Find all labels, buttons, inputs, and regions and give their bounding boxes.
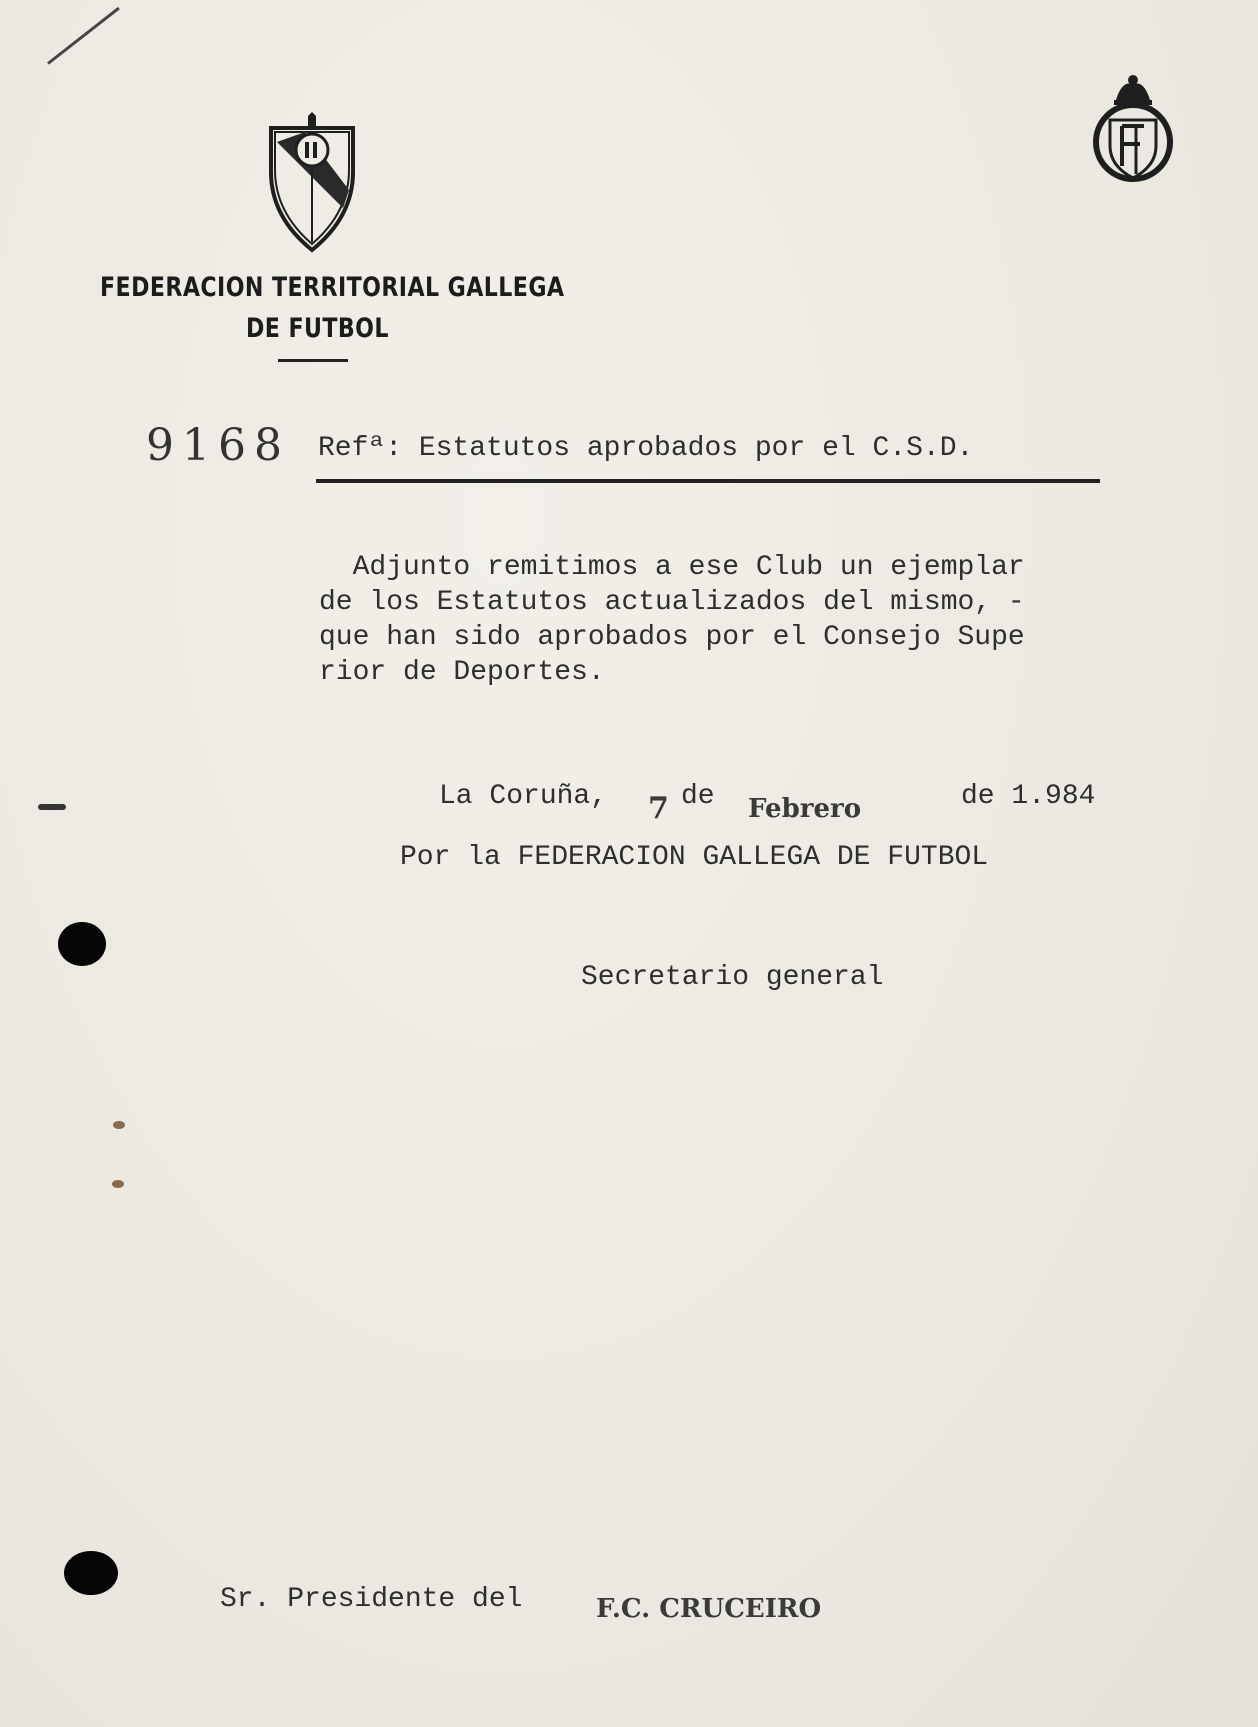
spot-mark-1 — [113, 1121, 125, 1129]
royal-football-federation-crest-icon — [1092, 74, 1174, 186]
letterhead-divider — [278, 359, 348, 362]
addressee-club: F.C. CRUCEIRO — [596, 1594, 822, 1624]
spot-mark-2 — [112, 1180, 124, 1188]
signature-by-line: Por la FEDERACION GALLEGA DE FUTBOL — [400, 842, 989, 873]
galician-federation-shield-icon — [265, 112, 359, 254]
dateline-year: de 1.984 — [961, 781, 1096, 812]
dateline-day: 7 — [648, 791, 669, 826]
addressee-prefix: Sr. Presidente del — [220, 1584, 523, 1615]
org-name-line2: DE FUTBOL — [246, 313, 389, 344]
reference-number: 9168 — [146, 420, 290, 471]
body-paragraph: Adjunto remitimos a ese Club un ejemplar de los Estatutos actualizados del mismo, - que han sido aprobados por el Consejo Supe rior de Deportes. — [319, 552, 1025, 688]
margin-mark — [38, 804, 66, 810]
dateline-place: La Coruña, — [439, 781, 608, 812]
punch-hole-top — [58, 922, 106, 966]
dateline-month: Febrero — [748, 794, 862, 824]
punch-hole-bottom — [64, 1551, 118, 1595]
dateline-de: de — [681, 781, 715, 812]
signature-title: Secretario general — [581, 962, 884, 993]
org-name-line1: FEDERACION TERRITORIAL GALLEGA — [100, 272, 565, 303]
reference-underline — [316, 479, 1100, 483]
reference-subject: Refª: Estatutos aprobados por el C.S.D. — [318, 433, 974, 464]
